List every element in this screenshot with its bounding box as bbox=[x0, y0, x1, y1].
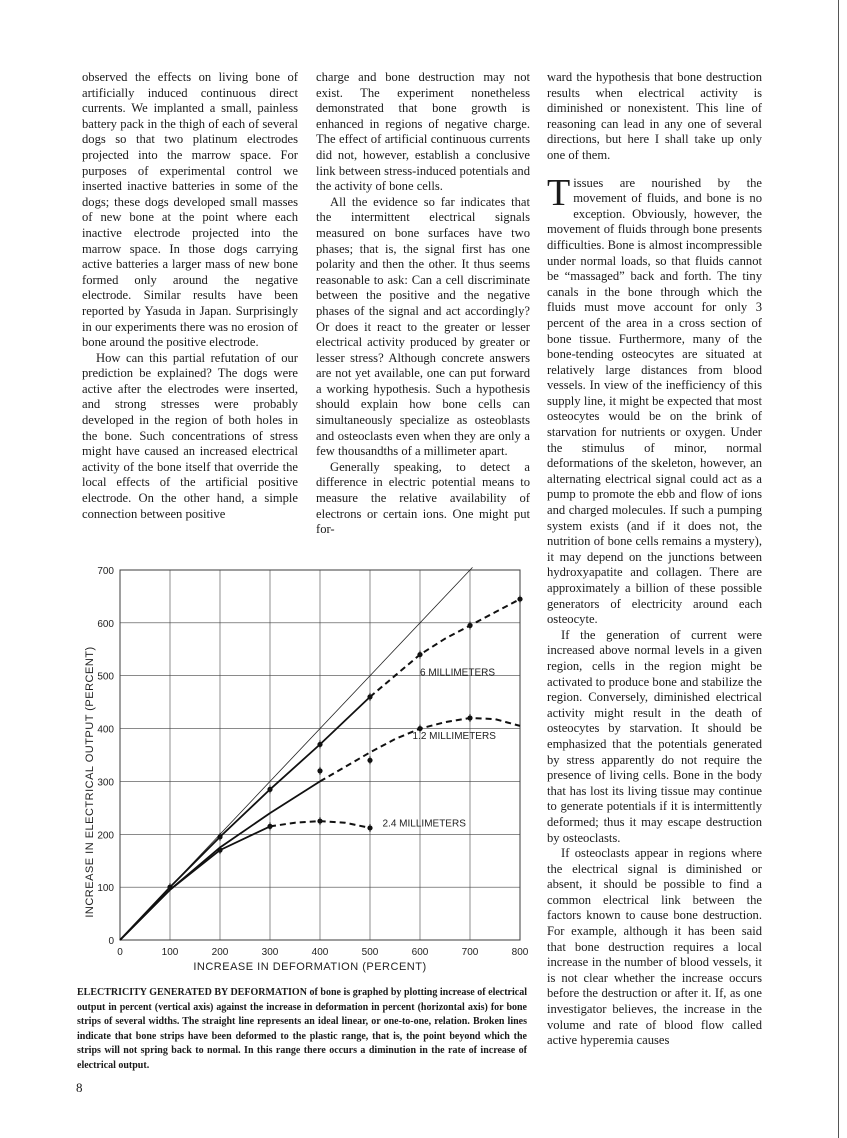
paragraph: If osteoclasts appear in regions where the electrical signal is diminished or absent, it should be possible to find a common electrical link between the factors known to cause bone destruction. For example, although it has been said that bone destruction requires a local increase in the number of blood vessels, it is not clear whether the increase occurs before the destruction or after it. If, as one investigator believes, the increase in the volume and rate of blood flow called active hyperemia causes bbox=[547, 846, 762, 1048]
y-tick-label: 400 bbox=[97, 724, 114, 736]
y-tick-label: 700 bbox=[97, 566, 114, 577]
y-axis-title: INCREASE IN ELECTRICAL OUTPUT (PERCENT) bbox=[84, 646, 96, 918]
x-tick-label: 100 bbox=[161, 947, 179, 958]
y-tick-label: 100 bbox=[97, 883, 114, 895]
page-number: 8 bbox=[76, 1080, 83, 1095]
chart-series bbox=[120, 567, 523, 940]
x-tick-label: 0 bbox=[117, 947, 123, 958]
caption-lead: ELECTRICITY GENERATED BY DEFORMATION bbox=[77, 987, 307, 998]
paragraph: Generally speaking, to detect a difference in electric potential means to measure the relative availability of electrons or certain ions. One might put for- bbox=[316, 459, 530, 537]
series-solid-line bbox=[120, 826, 270, 940]
y-tick-label: 300 bbox=[97, 777, 114, 789]
chart-grid bbox=[120, 570, 520, 940]
chart-tick-labels bbox=[97, 566, 528, 958]
text-column-1 bbox=[82, 70, 298, 522]
paragraph: How can this partial refutation of our prediction be explained? The dogs were active after the electrodes were inserted, and strong stresses were probably developed in the region of both holes in the bone. Such concentrations of stress might have caused an increased electrical activity of the bone itself that override the local effects of the artificial positive electrode. On the other hand, a simple connection between positive bbox=[82, 350, 298, 521]
paragraph: observed the effects on living bone of artificially induced continuous direct currents. We implanted a small, painless battery pack in the thigh of each of several dogs so that two platinum electrodes projected into the marrow space. For purposes of experimental control we inserted inactive batteries in some of the dogs; these dogs developed small masses of new bone at the point where each inactive electrode projected into the marrow space. In those dogs carrying active batteries a larger mass of new bone formed only around the negative electrode. Similar results have been reported by Yasuda in Japan. Surprisingly in our experiments there was no erosion of bone around the positive electrode. bbox=[82, 70, 298, 350]
drop-cap: T bbox=[547, 171, 571, 214]
series-label: 6 MILLIMETERS bbox=[420, 667, 496, 679]
x-tick-label: 500 bbox=[361, 947, 379, 958]
x-tick-label: 700 bbox=[461, 947, 479, 958]
y-tick-label: 600 bbox=[97, 618, 114, 630]
y-tick-label: 500 bbox=[97, 671, 114, 683]
x-tick-label: 200 bbox=[211, 947, 229, 958]
chart-svg bbox=[60, 560, 540, 980]
paragraph bbox=[547, 171, 762, 628]
y-tick-label: 0 bbox=[108, 936, 114, 947]
x-tick-label: 400 bbox=[311, 947, 329, 958]
text-column-3 bbox=[547, 70, 762, 1049]
x-tick-label: 800 bbox=[511, 947, 529, 958]
paragraph: ward the hypothesis that bone destruction results when electrical activity is diminished or nonexistent. This line of reasoning can lead in any one of several directions, but here I shall take up only one of them. bbox=[547, 70, 762, 162]
series-dashed-line bbox=[370, 599, 520, 697]
x-axis-title: INCREASE IN DEFORMATION (PERCENT) bbox=[193, 961, 427, 973]
deformation-chart bbox=[60, 560, 540, 980]
x-tick-label: 600 bbox=[411, 947, 429, 958]
y-tick-label: 200 bbox=[97, 830, 114, 842]
text-column-2 bbox=[316, 70, 530, 538]
caption-text: of bone is graphed by plotting increase of electrical output in percent (vertical axis) against the increase in deformation in percent (horizontal axis) for bone strips of several widths. The straight line represents an ideal linear, or one-to-one, relation. Broken lines indicate that bone strips have been deformed to the plastic range, that is, the point beyond which the strips will not spring back to normal. In this range there occurs a diminution in the rate of increase of electrical output. bbox=[77, 987, 527, 1071]
page-edge-line bbox=[838, 0, 839, 1138]
paragraph: charge and bone destruction may not exist. The experiment nonetheless demonstrated that bone growth is enhanced in regions of negative charge. The effect of artificial continuous currents did not, however, establish a conclusive link between stress-induced potentials and the activity of bone cells. bbox=[316, 70, 530, 194]
paragraph: All the evidence so far indicates that the intermittent electrical signals measured on bone surfaces have two phases; that is, the signal first has one polarity and then the other. It thus seems reasonable to ask: Can a cell discriminate between the positive and the negative phases of the signal and act accordingly? Or does it react to the greater or lesser electrical activity produced by greater or lesser stress? Although concrete answers are not yet available, one can put forward a working hypothesis. Such a hypothesis should explain how bone cells can simultaneously specialize as osteoblasts and osteoclasts even when they are only a few thousandths of a millimeter apart. bbox=[316, 194, 530, 459]
figure-caption bbox=[77, 986, 527, 1073]
x-tick-label: 300 bbox=[261, 947, 279, 958]
paragraph: If the generation of current were increased above normal levels in a given region, cells in the region might be activated to produce bone and stabilize the region. Conversely, diminished electrical activity might result in the death of osteocytes by starvation. It should be emphasized that the potentials generated by stress apparently do not require the presence of living cells. Bone in the body that has lost its living tissue may continue to generate potentials if it is intermittently deformed; thus it may escape destruction by osteoclasts. bbox=[547, 627, 762, 845]
series-label: 1.2 MILLIMETERS bbox=[412, 731, 496, 743]
series-label: 2.4 MILLIMETERS bbox=[382, 818, 466, 830]
paragraph-body: issues are nourished by the movement of fluids, and bone is no exception. Obviously, however, the movement of fluids through bone presents difficulties. Bone is almost incompressible under normal loads, so that fluids cannot be “massaged” back and forth. The tiny canals in the bone through which the fluids must move account for only 3 percent of the area in a cross section of bone tissue. Furthermore, many of the bone-tending osteocytes are situated at relatively large distances from blood vessels. In view of the inefficiency of this supply line, it might be expected that most osteocytes would be on the brink of starvation for nutrients or oxygen. Under the stimulus of minor, normal deformations of the skeleton, however, an alternating electrical signal could act as a pump to promote the ebb and flow of ions and charged molecules. If such a pumping system exists (and if it does not, the nutrition of bone cells remains a mystery), it may depend on the junctions between hydroxyapatite and collagen. There are approximately a billion of these possible generators of electricity around each osteocyte. bbox=[547, 175, 762, 627]
